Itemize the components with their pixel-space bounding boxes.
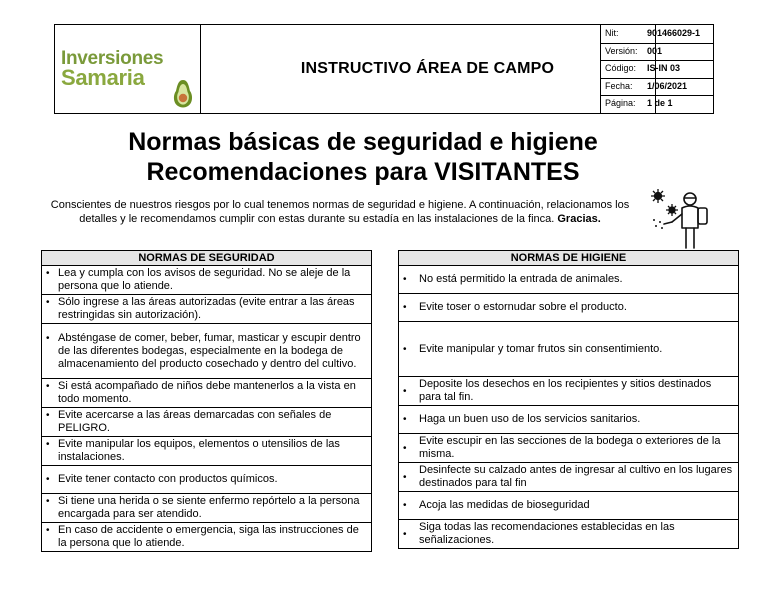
bullet-icon: • <box>403 343 407 355</box>
list-item: Evite tener contacto con productos químicos. <box>58 473 278 485</box>
table-row <box>42 494 372 523</box>
meta-value: 1 de 1 <box>647 98 673 109</box>
bullet-icon: • <box>46 410 50 421</box>
table-row <box>42 295 372 324</box>
list-item: Evite acercarse a las áreas demarcadas con señales de PELIGRO. <box>58 409 332 434</box>
meta-row-nit <box>601 25 713 44</box>
list-item: Evite toser o estornudar sobre el producto. <box>419 301 627 313</box>
header-title-cell <box>200 25 656 113</box>
logo-line-1: Inversiones <box>61 48 164 69</box>
logo-wordmark <box>61 48 164 90</box>
meta-key: Fecha: <box>605 80 633 91</box>
intro-paragraph <box>40 198 640 226</box>
hygiene-norms-table <box>398 250 739 549</box>
table-row <box>399 520 739 549</box>
list-item: Sólo ingrese a las áreas autorizadas (evite entrar a las áreas restringidas sin autorización). <box>58 296 355 321</box>
list-item: Evite escupir en las secciones de la bodega o exteriores de la misma. <box>419 435 721 460</box>
bullet-icon: • <box>46 332 50 344</box>
bullet-icon: • <box>403 385 407 397</box>
meta-value: 901466029-1 <box>647 28 701 38</box>
main-title-line-1: Normas básicas de seguridad e higiene <box>128 128 598 156</box>
bullet-icon: • <box>403 302 407 313</box>
logo <box>55 25 201 113</box>
bullet-icon: • <box>46 439 50 450</box>
table-row <box>42 324 372 379</box>
list-item: Deposite los desechos en los recipientes y sitios destinados para tal fin. <box>419 378 712 403</box>
list-item: Evite manipular los equipos, elementos o utensilios de las instalaciones. <box>58 438 340 463</box>
meta-row-code <box>601 60 713 79</box>
main-title-line-2: Recomendaciones para VISITANTES <box>146 158 580 186</box>
table-row <box>42 379 372 408</box>
table-row <box>42 266 372 295</box>
meta-value: 001 <box>647 45 663 56</box>
table-row <box>399 463 739 492</box>
meta-key: Versión: <box>605 45 638 56</box>
table-row <box>42 523 372 552</box>
bullet-icon: • <box>403 471 407 483</box>
bullet-icon: • <box>46 381 50 392</box>
list-item: Si tiene una herida o se siente enfermo repórtelo a la persona encargada para ser atendido. <box>58 495 360 520</box>
list-item: Acoja las medidas de bioseguridad <box>419 499 590 511</box>
meta-key: Nit: <box>605 28 619 38</box>
intro-thanks: Gracias. <box>557 213 601 225</box>
hygiene-norms-header: NORMAS DE HIGIENE <box>399 251 739 266</box>
meta-value: 1/06/2021 <box>647 80 688 91</box>
bullet-icon: • <box>46 496 50 507</box>
meta-key: Código: <box>605 63 637 74</box>
list-item: Si está acompañado de niños debe mantenerlos a la vista en todo momento. <box>58 380 356 405</box>
bullet-icon: • <box>46 268 50 279</box>
meta-row-page <box>601 95 713 113</box>
list-item: Haga un buen uso de los servicios sanitarios. <box>419 413 641 425</box>
table-row <box>399 294 739 322</box>
list-item: Siga todas las recomendaciones establecidas en las señalizaciones. <box>419 521 675 546</box>
meta-row-version <box>601 43 713 62</box>
avocado-logo-icon <box>172 79 194 109</box>
document-title: INSTRUCTIVO ÁREA DE CAMPO <box>300 60 555 77</box>
table-row <box>399 406 739 434</box>
table-row <box>42 408 372 437</box>
meta-value: IS-IN 03 <box>647 63 681 74</box>
logo-line-2: Samaria <box>61 65 145 90</box>
bullet-icon: • <box>403 442 407 454</box>
list-item: Absténgase de comer, beber, fumar, masticar y escupir dentro de las diferentes bodegas, especialmente en la bodega de almacenamiento del producto cosechado y dentro del cultivo. <box>58 331 361 370</box>
table-row <box>399 266 739 294</box>
table-row <box>399 377 739 406</box>
fumigation-worker-icon <box>646 186 716 252</box>
table-row <box>42 437 372 466</box>
bullet-icon: • <box>403 274 407 285</box>
bullet-icon: • <box>403 528 407 540</box>
intro-text: Conscientes de nuestros riesgos por lo cual tenemos normas de seguridad e higiene. A continuación, relacionamos los detalles y le recomendamos cumplir con estas durante su estadía en las instalaciones de la finca. <box>50 199 630 225</box>
bullet-icon: • <box>403 414 407 425</box>
table-row <box>42 466 372 494</box>
bullet-icon: • <box>403 500 407 511</box>
list-item: Evite manipular y tomar frutos sin consentimiento. <box>419 342 663 355</box>
table-row <box>399 492 739 520</box>
table-row <box>399 322 739 377</box>
meta-key: Página: <box>605 98 636 109</box>
bullet-icon: • <box>46 297 50 308</box>
list-item: No está permitido la entrada de animales. <box>419 273 623 285</box>
bullet-icon: • <box>46 474 50 485</box>
bullet-icon: • <box>46 525 50 536</box>
document-meta-box <box>600 24 714 114</box>
list-item: Desinfecte su calzado antes de ingresar al cultivo en los lugares destinados para tal fin <box>419 464 733 489</box>
list-item: Lea y cumpla con los avisos de seguridad. No se aleje de la persona que lo atiende. <box>58 267 351 292</box>
meta-row-date <box>601 78 713 97</box>
safety-norms-header: NORMAS DE SEGURIDAD <box>42 251 372 266</box>
list-item: En caso de accidente o emergencia, siga las instrucciones de la persona que lo atiende. <box>58 524 359 549</box>
safety-norms-table <box>41 250 372 552</box>
table-row <box>399 434 739 463</box>
